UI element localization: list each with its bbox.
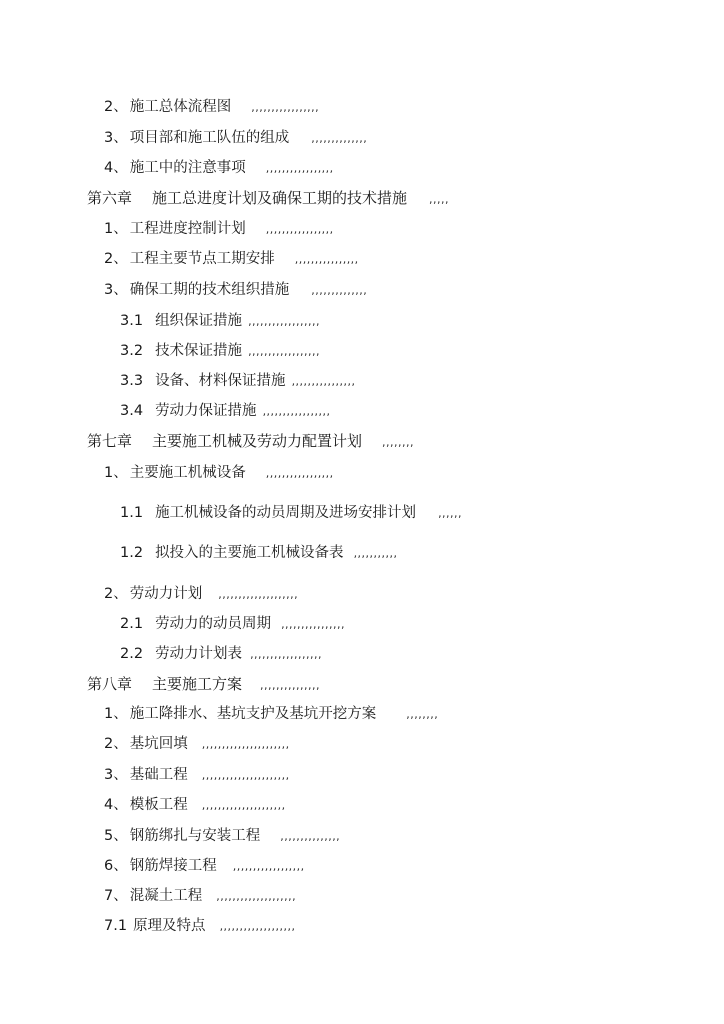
toc-entry — [120, 371, 356, 392]
toc-entry-number: 1.2 — [120, 545, 144, 561]
toc-entry — [104, 826, 340, 847]
toc-entry-leader: ,,,,,,,,,,,,,,,,,, — [248, 345, 321, 358]
toc-entry-number: 1、 — [104, 221, 128, 237]
toc-entry-leader: ,,,,,,,, — [382, 436, 415, 449]
toc-chapter-entry — [87, 431, 414, 453]
toc-entry-number: 第七章 — [87, 432, 133, 450]
toc-entry — [104, 886, 296, 907]
toc-entry-title: 劳动力保证措施 — [155, 403, 257, 419]
toc-entry-leader: ,,,,,,,,,,,,,,,,,,,,,, — [201, 738, 290, 751]
toc-entry-title: 基坑回填 — [129, 736, 188, 752]
toc-entry-number: 4、 — [104, 160, 128, 176]
toc-entry-number: 4、 — [104, 797, 128, 813]
toc-entry-leader: ,,,,, — [429, 193, 450, 206]
toc-entry — [104, 128, 367, 149]
toc-entry — [104, 249, 359, 270]
toc-entry-title: 拟投入的主要施工机械设备表 — [155, 545, 344, 561]
toc-entry-title: 施工机械设备的动员周期及进场安排计划 — [155, 505, 417, 521]
toc-entry — [104, 704, 438, 725]
toc-entry-leader: ,,,,,,,, — [406, 708, 439, 721]
toc-entry-title: 工程进度控制计划 — [129, 221, 246, 237]
toc-entry-title: 劳动力计划表 — [155, 646, 243, 662]
toc-entry-leader: ,,,,,,,,,,,,,,, — [280, 830, 341, 843]
toc-entry — [104, 158, 334, 179]
toc-entry — [120, 401, 331, 422]
toc-entry-number: 6、 — [104, 858, 128, 874]
toc-entry-number: 2、 — [104, 736, 128, 752]
toc-entry-title: 工程主要节点工期安排 — [129, 251, 275, 267]
toc-entry-number: 3.1 — [120, 313, 144, 329]
toc-entry-leader: ,,,,,,,,,,,,,,,,,,,, — [218, 588, 299, 601]
toc-entry-title: 施工降排水、基坑支护及基坑开挖方案 — [129, 706, 377, 722]
toc-entry-number: 2、 — [104, 586, 128, 602]
toc-entry-leader: ,,,,,,,,,,,,,,,, — [294, 253, 359, 266]
toc-entry-title: 主要施工机械及劳动力配置计划 — [152, 432, 363, 450]
toc-entry — [120, 341, 320, 362]
toc-entry-leader: ,,,,,,,,,,,,,,, — [260, 679, 320, 692]
toc-entry-number: 第六章 — [87, 189, 133, 207]
toc-entry — [104, 795, 286, 816]
toc-entry-title: 确保工期的技术组织措施 — [129, 282, 290, 298]
toc-entry — [104, 856, 305, 877]
toc-entry-title: 模板工程 — [129, 797, 188, 813]
toc-entry-leader: ,,,,,, — [438, 507, 463, 520]
toc-entry — [120, 614, 345, 635]
toc-entry-title: 主要施工机械设备 — [129, 465, 246, 481]
toc-entry-leader: ,,,,,,,,,,,,,,,,,,,,, — [201, 799, 286, 812]
toc-entry-number: 3、 — [104, 282, 128, 298]
toc-entry-leader: ,,,,,,,,,,,,,,,,, — [265, 223, 334, 236]
toc-entry-number: 2.1 — [120, 616, 144, 632]
toc-entry-leader: ,,,,,,,,,,,,,,,,,,,, — [216, 890, 297, 903]
toc-entry — [104, 97, 319, 118]
toc-entry-number: 7.1 — [104, 918, 128, 934]
toc-entry-number: 7、 — [104, 888, 128, 904]
toc-entry-leader: ,,,,,,,,,,, — [353, 547, 398, 560]
toc-entry — [104, 280, 367, 301]
toc-entry-title: 组织保证措施 — [155, 313, 243, 329]
toc-chapter-entry — [87, 188, 449, 210]
toc-entry-number: 3.3 — [120, 373, 144, 389]
toc-entry-leader: ,,,,,,,,,,,,,,,, — [281, 618, 346, 631]
toc-entry-number: 3.4 — [120, 403, 144, 419]
toc-entry — [120, 311, 320, 332]
toc-entry-title: 项目部和施工队伍的组成 — [129, 130, 290, 146]
toc-entry-title: 施工中的注意事项 — [129, 160, 246, 176]
toc-entry-title: 原理及特点 — [133, 918, 206, 934]
toc-entry — [104, 765, 290, 786]
toc-entry-number: 第八章 — [87, 675, 133, 693]
toc-entry-number: 5、 — [104, 828, 128, 844]
toc-entry-leader: ,,,,,,,,,,,,,,,,,, — [248, 315, 321, 328]
toc-entry — [104, 219, 334, 240]
toc-entry-title: 钢筋绑扎与安装工程 — [129, 828, 261, 844]
toc-entry-leader: ,,,,,,,,,,,,,,,,, — [265, 467, 334, 480]
toc-entry — [120, 644, 322, 665]
toc-entry-title: 设备、材料保证措施 — [155, 373, 286, 389]
toc-entry-leader: ,,,,,,,,,,,,,,,,,,, — [219, 920, 296, 933]
toc-entry — [104, 734, 290, 755]
toc-entry-number: 2、 — [104, 251, 128, 267]
toc-entry-title: 施工总进度计划及确保工期的技术措施 — [152, 189, 408, 207]
toc-entry-number: 1.1 — [120, 505, 144, 521]
toc-entry-number: 3、 — [104, 767, 128, 783]
toc-entry-title: 技术保证措施 — [155, 343, 243, 359]
toc-entry-leader: ,,,,,,,,,,,,,, — [311, 284, 368, 297]
toc-entry-title: 主要施工方案 — [152, 675, 243, 693]
toc-entry-leader: ,,,,,,,,,,,,,,,, — [291, 375, 356, 388]
toc-entry-title: 劳动力的动员周期 — [155, 616, 272, 632]
toc-entry-title: 施工总体流程图 — [129, 99, 232, 115]
toc-entry-leader: ,,,,,,,,,,,,,,,,,, — [232, 860, 305, 873]
toc-entry-number: 2、 — [104, 99, 128, 115]
toc-chapter-entry — [87, 674, 320, 696]
toc-entry — [104, 463, 334, 484]
toc-entry-leader: ,,,,,,,,,,,,,,,,,,,,,, — [201, 769, 290, 782]
toc-entry — [104, 916, 296, 937]
toc-entry-number: 1、 — [104, 706, 128, 722]
toc-entry-leader: ,,,,,,,,,,,,,,,,, — [262, 405, 331, 418]
toc-entry-number: 3.2 — [120, 343, 144, 359]
toc-entry-leader: ,,,,,,,,,,,,,, — [311, 132, 368, 145]
toc-entry-number: 2.2 — [120, 646, 144, 662]
toc-entry-leader: ,,,,,,,,,,,,,,,,, — [251, 101, 320, 114]
toc-entry-title: 劳动力计划 — [129, 586, 203, 602]
toc-entry-number: 1、 — [104, 465, 128, 481]
toc-entry — [104, 584, 298, 605]
toc-entry-title: 混凝土工程 — [129, 888, 203, 904]
toc-entry — [120, 543, 398, 564]
toc-entry-number: 3、 — [104, 130, 128, 146]
toc-entry-title: 钢筋焊接工程 — [129, 858, 217, 874]
toc-entry-leader: ,,,,,,,,,,,,,,,,,, — [250, 648, 323, 661]
toc-entry-title: 基础工程 — [129, 767, 188, 783]
toc-entry — [120, 503, 462, 524]
toc-entry-leader: ,,,,,,,,,,,,,,,,, — [265, 162, 334, 175]
